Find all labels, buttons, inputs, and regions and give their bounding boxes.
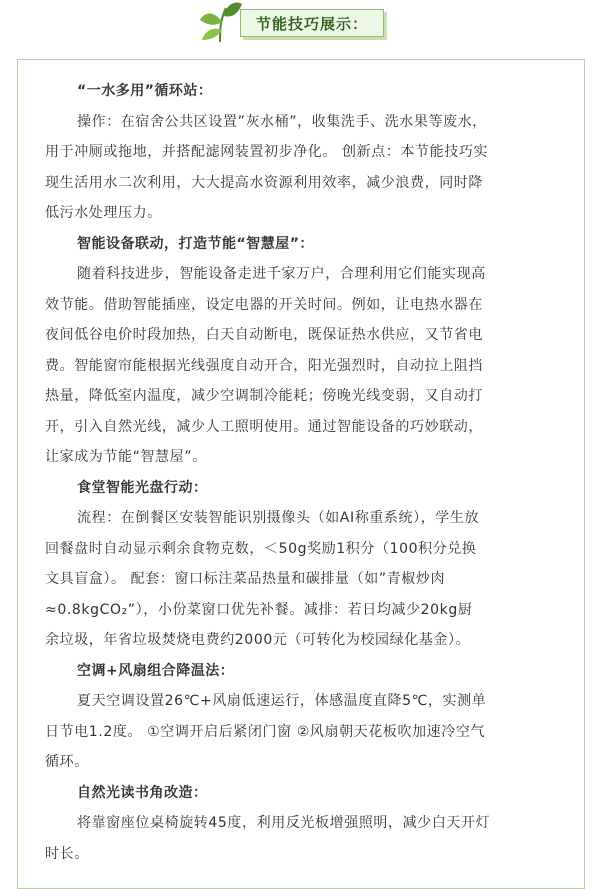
body-line: 日节电1.2度。 ①空调开启后紧闭门窗 ②风扇朝天花板吹加速冷空气 xyxy=(45,723,486,740)
body-line: 操作：在宿舍公共区设置”灰水桶”，收集洗手、洗水果等废水， xyxy=(77,113,487,130)
body-line: 流程：在倒餐区安装智能识别摄像头（如AI称重系统），学生放 xyxy=(77,510,480,526)
section-title-water-recycle: “一水多用”循环站： xyxy=(77,83,213,99)
section-body-canteen xyxy=(45,503,553,656)
section-body-water-recycle xyxy=(45,107,553,229)
body-line: 费。智能窗帘能根据光线强度自动开合，阳光强烈时，自动拉上阻挡 xyxy=(45,357,483,374)
section-header-title: 节能技巧展示： xyxy=(240,9,384,37)
body-line: 用于冲厕或拖地，并搭配滤网装置初步净化。 创新点：本节能技巧实 xyxy=(45,144,489,160)
section-title-smart-home: 智能设备联动，打造节能“智慧屋”： xyxy=(77,235,314,252)
body-line: 热量，降低室内温度，减少空调制冷能耗；傍晚光线变弱，又自动打 xyxy=(45,388,483,404)
body-line: 低污水处理压力。 xyxy=(45,205,162,221)
body-line: 夜间低谷电价时段加热，白天自动断电，既保证热水供应，又节省电 xyxy=(45,327,483,343)
section-body-reading-corner xyxy=(45,808,553,869)
section-title-canteen: 食堂智能光盘行动： xyxy=(77,479,208,496)
body-line: 随着科技进步，智能设备走进千家万户，合理利用它们能实现高 xyxy=(77,266,486,282)
body-line: ≈0.8kgCO₂”），小份菜窗口优先补餐。减排：若日均减少20kg厨 xyxy=(45,601,473,618)
body-line: 效节能。借助智能插座，设定电器的开关时间。例如，让电热水器在 xyxy=(45,296,483,313)
body-line: 余垃圾，年省垃圾焚烧电费约2000元（可转化为校园绿化基金）。 xyxy=(45,632,471,648)
body-line: 回餐盘时自动显示剩余食物克数，＜50g奖励1积分（100积分兑换 xyxy=(45,540,477,557)
body-line: 夏天空调设置26℃+风扇低速运行，体感温度直降5℃，实测单 xyxy=(77,693,487,709)
body-line: 时长。 xyxy=(45,845,89,862)
section-body-smart-home xyxy=(45,259,553,473)
content xyxy=(45,76,553,869)
body-line: 让家成为节能“智慧屋”。 xyxy=(45,449,207,465)
leaf-icon xyxy=(196,0,244,42)
body-line: 循环。 xyxy=(45,754,89,770)
section-body-ac-fan xyxy=(45,686,553,778)
body-line: 现生活用水二次利用，大大提高水资源利用效率，减少浪费，同时降 xyxy=(45,174,483,191)
body-line: 开，引入自然光线，减少人工照明使用。通过智能设备的巧妙联动， xyxy=(45,418,483,435)
body-line: 将靠窗座位桌椅旋转45度，利用反光板增强照明，减少白天开灯 xyxy=(77,815,491,831)
header xyxy=(0,0,592,50)
section-title-reading-corner: 自然光读书角改造： xyxy=(77,784,208,801)
section-title-ac-fan: 空调+风扇组合降温法： xyxy=(77,662,235,679)
body-line: 文具盲盒）。 配套：窗口标注菜品热量和碳排量（如”青椒炒肉 xyxy=(45,571,446,587)
